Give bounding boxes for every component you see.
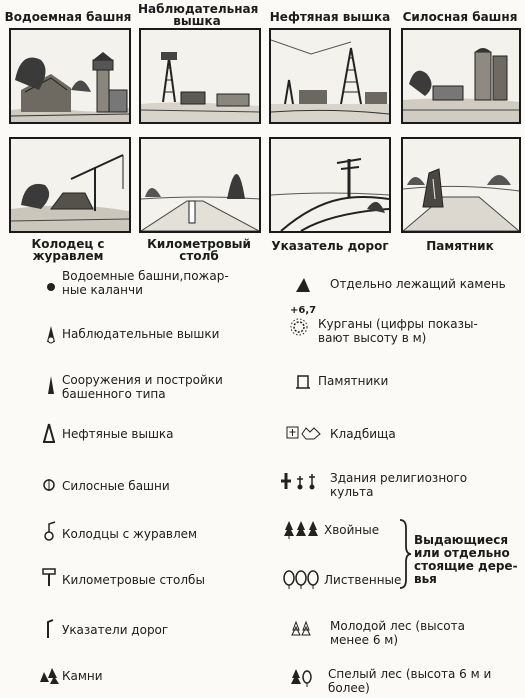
- legend-observation-towers: Наблюдательные вышки: [62, 327, 220, 341]
- caption-water-tower: Водоемная башня: [4, 10, 132, 24]
- panel-well-sweep: [9, 137, 131, 233]
- legend-oil-rigs: Нефтяные вышка: [62, 427, 174, 441]
- legend-religious-2: культа: [330, 485, 374, 499]
- panel-oil-rig: [269, 28, 391, 124]
- panel-km-post: [139, 137, 261, 233]
- brace-icon: [398, 518, 412, 590]
- legend-monuments: Памятники: [318, 374, 389, 388]
- brace-label-4: вья: [414, 572, 437, 586]
- signpost-symbol-icon: [36, 618, 62, 640]
- brace-label-1: Выдающиеся: [414, 533, 509, 547]
- panel-silo-tower: [401, 28, 521, 124]
- barrow-symbol-icon: [286, 316, 312, 338]
- caption-silo-tower: Силосная башня: [402, 10, 518, 24]
- panel-signpost: [269, 137, 391, 233]
- oil-rig-symbol-icon: [36, 422, 62, 444]
- legend-km-posts: Километровые столбы: [62, 573, 205, 587]
- young-forest-symbol-icon: [288, 618, 314, 640]
- brace-label-2: или отдельно: [414, 546, 510, 560]
- monument-symbol-icon: [290, 370, 316, 392]
- caption-oil-rig: Нефтяная вышка: [269, 10, 391, 24]
- mature-forest-symbol-icon: [288, 666, 314, 688]
- caption-monument: Памятник: [426, 239, 494, 253]
- observation-tower-illustration: [141, 30, 259, 122]
- deciduous-tree-symbol-icon: [282, 568, 322, 590]
- water-tower-symbol-icon: [38, 276, 64, 298]
- conifer-tree-symbol-icon: [282, 518, 322, 540]
- legend-tower-structures-1: Сооружения и постройки: [62, 373, 223, 387]
- observation-tower-symbol-icon: [38, 324, 64, 346]
- legend-deciduous: Лиственные: [324, 573, 402, 587]
- km-post-illustration: [141, 139, 259, 231]
- brace-label-3: стоящие дере-: [414, 559, 518, 573]
- legend-mature-forest-2: более): [328, 681, 370, 695]
- legend-young-forest-2: менее 6 м): [330, 633, 399, 647]
- water-tower-illustration: [11, 30, 129, 122]
- legend-barrows-2: вают высоту в м): [318, 331, 427, 345]
- panel-water-tower: [9, 28, 131, 124]
- religious-building-symbol-icon: [278, 470, 322, 492]
- well-sweep-illustration: [11, 139, 129, 231]
- oil-rig-illustration: [271, 30, 389, 122]
- legend-religious-1: Здания религиозного: [330, 471, 468, 485]
- caption-km-post-1: Километровый: [147, 237, 251, 251]
- caption-km-post-2: столб: [179, 249, 219, 263]
- legend-young-forest-1: Молодой лес (высота: [330, 619, 465, 633]
- caption-well-sweep: Колодец с журавлем: [31, 237, 105, 263]
- caption-signpost: Указатель дорог: [271, 239, 389, 253]
- barrow-height-mark: +6,7: [290, 305, 317, 316]
- legend-signposts: Указатели дорог: [62, 623, 169, 637]
- km-post-symbol-icon: [36, 566, 62, 588]
- legend-conifer: Хвойные: [324, 523, 380, 537]
- panel-monument: [401, 137, 521, 233]
- legend-barrows-1: Курганы (цифры показы-: [318, 317, 478, 331]
- lone-stone-symbol-icon: [290, 274, 316, 296]
- sweep-well-symbol-icon: [36, 520, 62, 542]
- signpost-illustration: [271, 139, 389, 231]
- legend-mature-forest-1: Спелый лес (высота 6 м и: [328, 667, 492, 681]
- legend-water-towers-2: ные каланчи: [62, 283, 143, 297]
- silo-tower-illustration: [403, 30, 519, 122]
- caption-observation-tower-1: Наблюдательная: [138, 2, 259, 16]
- silo-tower-symbol-icon: [36, 474, 62, 496]
- legend-water-towers-1: Водоемные башни,пожар-: [62, 269, 229, 283]
- panel-observation-tower: [139, 28, 261, 124]
- legend-silo-towers: Силосные башни: [62, 479, 170, 493]
- tower-structure-symbol-icon: [38, 374, 64, 396]
- legend-tower-structures-2: башенного типа: [62, 387, 166, 401]
- legend-lone-stone: Отдельно лежащий камень: [330, 277, 506, 291]
- legend-sweep-wells: Колодцы с журавлем: [62, 527, 198, 541]
- monument-illustration: [403, 139, 519, 231]
- stones-symbol-icon: [36, 664, 62, 686]
- legend-cemeteries: Кладбища: [330, 427, 396, 441]
- caption-observation-tower-2: вышка: [173, 14, 221, 28]
- cemetery-symbol-icon: [284, 422, 324, 444]
- legend-stones: Камни: [62, 669, 103, 683]
